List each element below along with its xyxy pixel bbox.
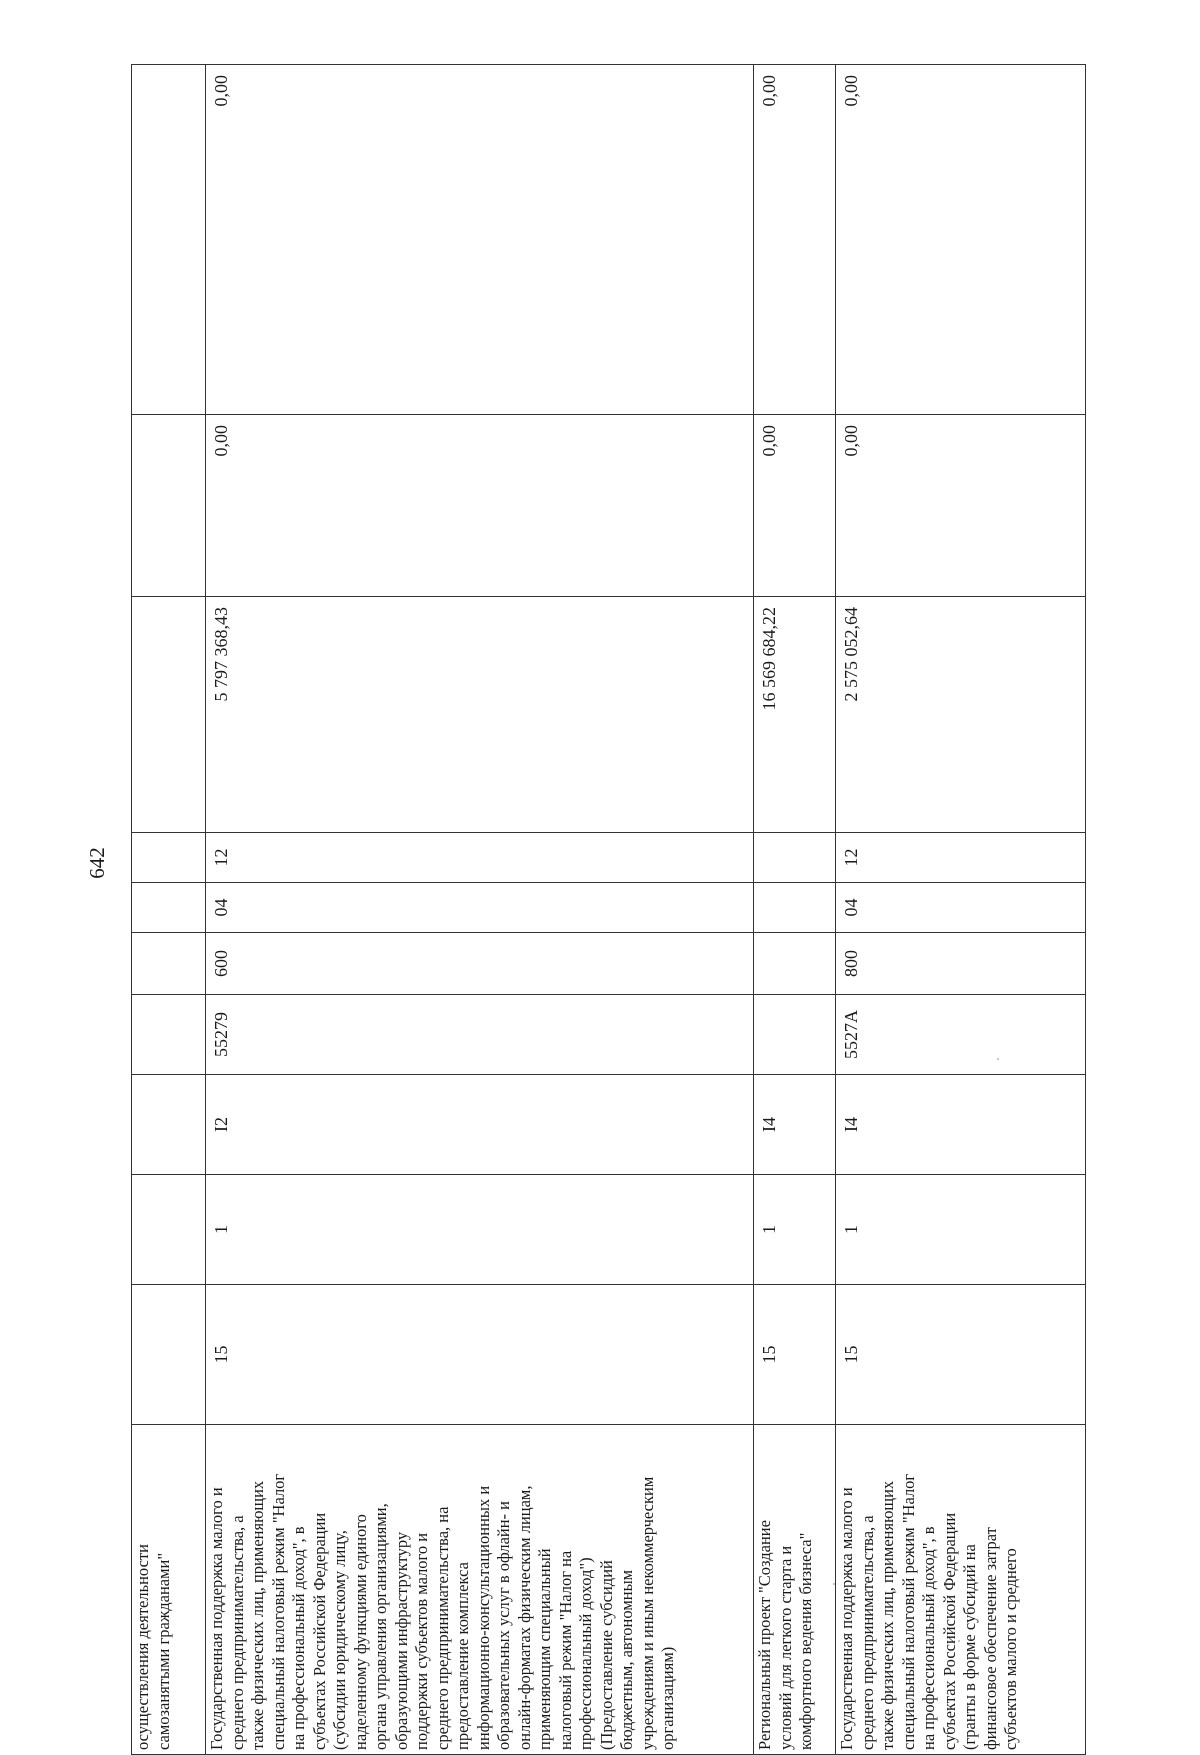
table-row xyxy=(754,65,836,1755)
description-line: специальный налоговый режим "Налог xyxy=(898,1473,918,1750)
description-line: финансовое обеспечение затрат xyxy=(980,1527,1000,1750)
direction-code xyxy=(132,995,206,1075)
amount-year2: 0,00 xyxy=(206,415,754,597)
description-line: Государственная поддержка малого и xyxy=(837,1487,856,1750)
subprogram-code: 1 xyxy=(836,1175,1086,1285)
description-line: субъектах Российской Федерации xyxy=(309,1512,329,1750)
subsection-code xyxy=(754,833,836,883)
rotated-table-container xyxy=(131,65,1086,1755)
description-line: специальный налоговый режим "Налог xyxy=(268,1473,288,1750)
description-line: субъектов малого и среднего xyxy=(1001,1548,1020,1750)
description-line: профессиональный доход") xyxy=(576,1557,595,1750)
description-line: среднего предпринимательства, а xyxy=(227,1515,247,1750)
description-line: органа управления организациями, xyxy=(371,1503,390,1750)
description-line: налоговый режим "Налог на xyxy=(555,1550,575,1750)
description-line: среднего предпринимательства, а xyxy=(857,1515,877,1750)
subprogram-code: 1 xyxy=(206,1175,754,1285)
section-code xyxy=(132,883,206,933)
scan-speck xyxy=(997,1058,999,1060)
description-line: применяющим специальный xyxy=(535,1548,554,1750)
amount-year1: 5 797 368,43 xyxy=(206,597,754,833)
expense-type-code xyxy=(754,933,836,995)
subsection-code xyxy=(132,833,206,883)
description-line: учреждениям и иным некоммерческим xyxy=(637,1476,657,1750)
subprogram-code xyxy=(132,1175,206,1285)
section-code xyxy=(754,883,836,933)
amount-year1: 16 569 684,22 xyxy=(754,597,836,833)
budget-allocation-table xyxy=(131,64,1086,1755)
table-row xyxy=(132,65,206,1755)
description-line: Региональный проект "Создание xyxy=(755,1520,774,1750)
scan-speck xyxy=(958,1640,960,1642)
expense-type-code: 600 xyxy=(206,933,754,995)
description-line: условий для легкого старта и xyxy=(775,1545,795,1750)
section-code: 04 xyxy=(836,883,1086,933)
subprogram-code: 1 xyxy=(754,1175,836,1285)
amount-year3: 0,00 xyxy=(754,65,836,415)
description-line: (субсидии юридическому лицу, xyxy=(330,1530,349,1750)
description-line: организациям) xyxy=(658,1646,677,1750)
description-line: образовательных услуг в офлайн- и xyxy=(494,1500,513,1750)
direction-code: 5527A xyxy=(836,995,1086,1075)
description-line: онлайн-форматах физическим лицам, xyxy=(514,1485,534,1750)
direction-code xyxy=(754,995,836,1075)
amount-year3: 0,00 xyxy=(836,65,1086,415)
description-line: (гранты в форме субсидий на xyxy=(960,1544,979,1750)
description-line: осуществления деятельности xyxy=(133,1544,152,1750)
expense-type-code xyxy=(132,933,206,995)
page-number: 642 xyxy=(85,847,109,879)
program-code: 15 xyxy=(836,1285,1086,1425)
description-line: поддержки субъектов малого и xyxy=(412,1532,431,1750)
amount-year1 xyxy=(132,597,206,833)
table-row xyxy=(206,65,754,1755)
description-line: Государственная поддержка малого и xyxy=(207,1487,226,1750)
project-code: I4 xyxy=(754,1075,836,1175)
description-line: на профессиональный доход", в xyxy=(919,1526,938,1750)
row-description xyxy=(836,1425,1086,1755)
amount-year2: 0,00 xyxy=(836,415,1086,597)
row-description xyxy=(132,1425,206,1755)
program-code: 15 xyxy=(754,1285,836,1425)
direction-code: 55279 xyxy=(206,995,754,1075)
table-body xyxy=(132,65,1086,1755)
description-line: информационно-консультационных и xyxy=(473,1485,493,1750)
description-line: на профессиональный доход", в xyxy=(289,1526,308,1750)
description-line: (Предоставление субсидий xyxy=(596,1560,616,1750)
description-line: среднего предпринимательства, на xyxy=(432,1506,452,1750)
expense-type-code: 800 xyxy=(836,933,1086,995)
amount-year1: 2 575 052,64 xyxy=(836,597,1086,833)
project-code: I2 xyxy=(206,1075,754,1175)
description-line: наделенному функциями единого xyxy=(350,1514,370,1750)
subsection-code: 12 xyxy=(836,833,1086,883)
row-description xyxy=(754,1425,836,1755)
subsection-code: 12 xyxy=(206,833,754,883)
description-line: также физических лиц, применяющих xyxy=(878,1480,897,1750)
amount-year2 xyxy=(132,415,206,597)
program-code: 15 xyxy=(206,1285,754,1425)
amount-year2: 0,00 xyxy=(754,415,836,597)
row-description xyxy=(206,1425,754,1755)
description-line: предоставление комплекса xyxy=(453,1562,472,1750)
amount-year3 xyxy=(132,65,206,415)
amount-year3: 0,00 xyxy=(206,65,754,415)
program-code xyxy=(132,1285,206,1425)
description-line: субъектах Российской Федерации xyxy=(939,1512,959,1750)
description-line: также физических лиц, применяющих xyxy=(248,1480,267,1750)
section-code: 04 xyxy=(206,883,754,933)
description-line: бюджетным, автономным xyxy=(617,1569,636,1750)
table-row xyxy=(836,65,1086,1755)
description-line: образующими инфраструктуру xyxy=(391,1531,411,1750)
scan-speck xyxy=(833,1583,835,1585)
project-code: I4 xyxy=(836,1075,1086,1175)
description-line: самозанятыми гражданами" xyxy=(153,1552,173,1750)
project-code xyxy=(132,1075,206,1175)
description-line: комфортного ведения бизнеса" xyxy=(796,1532,815,1750)
